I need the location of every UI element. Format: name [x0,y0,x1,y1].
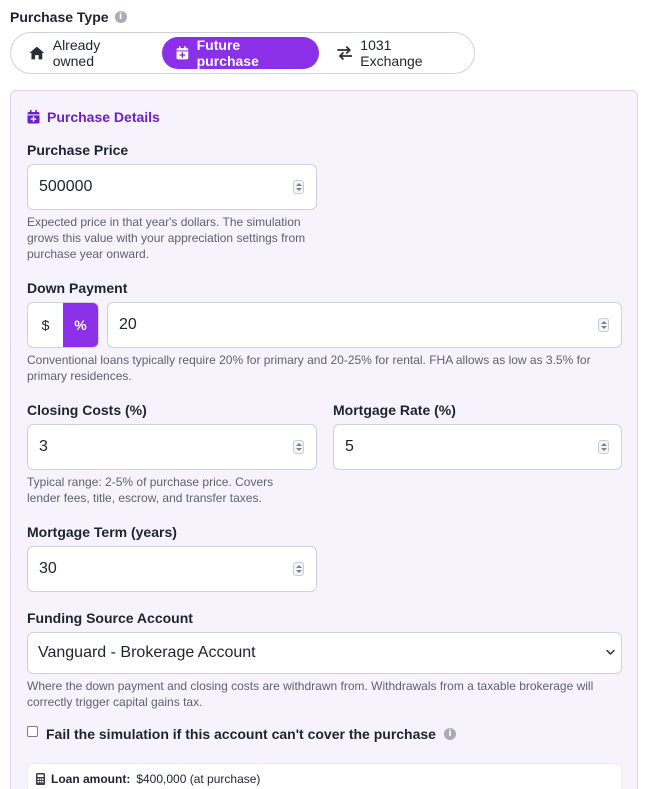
closing-costs-input[interactable]: 3 [27,424,317,470]
down-payment-dollar-button[interactable]: $ [41,317,50,333]
purchase-type-segmented-control [10,32,475,74]
funding-source-help: Where the down payment and closing costs are withdrawn from. Withdrawals from a taxable brokerage will correctly trigger capital gains tax. [27,679,594,709]
calendar-plus-icon [27,110,40,124]
purchase-price-label: Purchase Price [27,142,129,158]
segment-1031-exchange[interactable]: 1031 Exchange [323,37,470,69]
fail-simulation-checkbox[interactable] [27,726,38,737]
home-icon [29,46,45,60]
down-payment-percent-button[interactable]: % [63,303,98,347]
segment-already-owned[interactable]: Already owned [15,37,158,69]
purchase-price-input[interactable]: 500000 [27,164,317,210]
purchase-type-label: Purchase Type i [10,9,127,25]
loan-amount-line: Loan amount: $400,000 (at purchase) [36,772,260,786]
info-icon[interactable]: i [115,11,127,23]
fail-simulation-option: Fail the simulation if this account can't cover the purchase i [27,726,456,742]
closing-costs-help: Typical range: 2-5% of purchase price. Covers lender fees, title, escrow, and transfer taxes. [27,475,274,505]
number-stepper[interactable] [598,440,609,454]
mortgage-rate-label: Mortgage Rate (%) [333,402,456,418]
down-payment-help: Conventional loans typically require 20% for primary and 20-25% for rental. FHA allows as low as 3.5% for primary residences. [27,353,591,383]
mortgage-term-label: Mortgage Term (years) [27,524,177,540]
purchase-details-panel [10,90,638,789]
number-stepper[interactable] [598,318,609,332]
info-icon[interactable]: i [444,728,456,740]
chevron-down-icon [606,649,615,656]
loan-summary-box [27,763,622,789]
funding-source-label: Funding Source Account [27,610,193,626]
mortgage-term-input[interactable]: 30 [27,546,317,592]
number-stepper[interactable] [293,180,304,194]
mortgage-rate-input[interactable]: 5 [333,424,622,470]
number-stepper[interactable] [293,562,304,576]
panel-title: Purchase Details [27,109,160,125]
down-payment-label: Down Payment [27,280,128,296]
funding-source-select[interactable]: Vanguard - Brokerage Account [27,632,622,674]
down-payment-input[interactable]: 20 [107,302,622,348]
number-stepper[interactable] [293,440,304,454]
closing-costs-label: Closing Costs (%) [27,402,147,418]
segment-future-purchase[interactable]: Future purchase [162,37,319,69]
purchase-price-help: Expected price in that year's dollars. The simulation grows this value with your appreciation settings from purchase year onward. [27,215,306,261]
calculator-icon [36,773,45,785]
down-payment-mode-toggle [27,302,99,348]
calendar-plus-icon [176,46,189,60]
swap-arrows-icon [337,46,353,60]
